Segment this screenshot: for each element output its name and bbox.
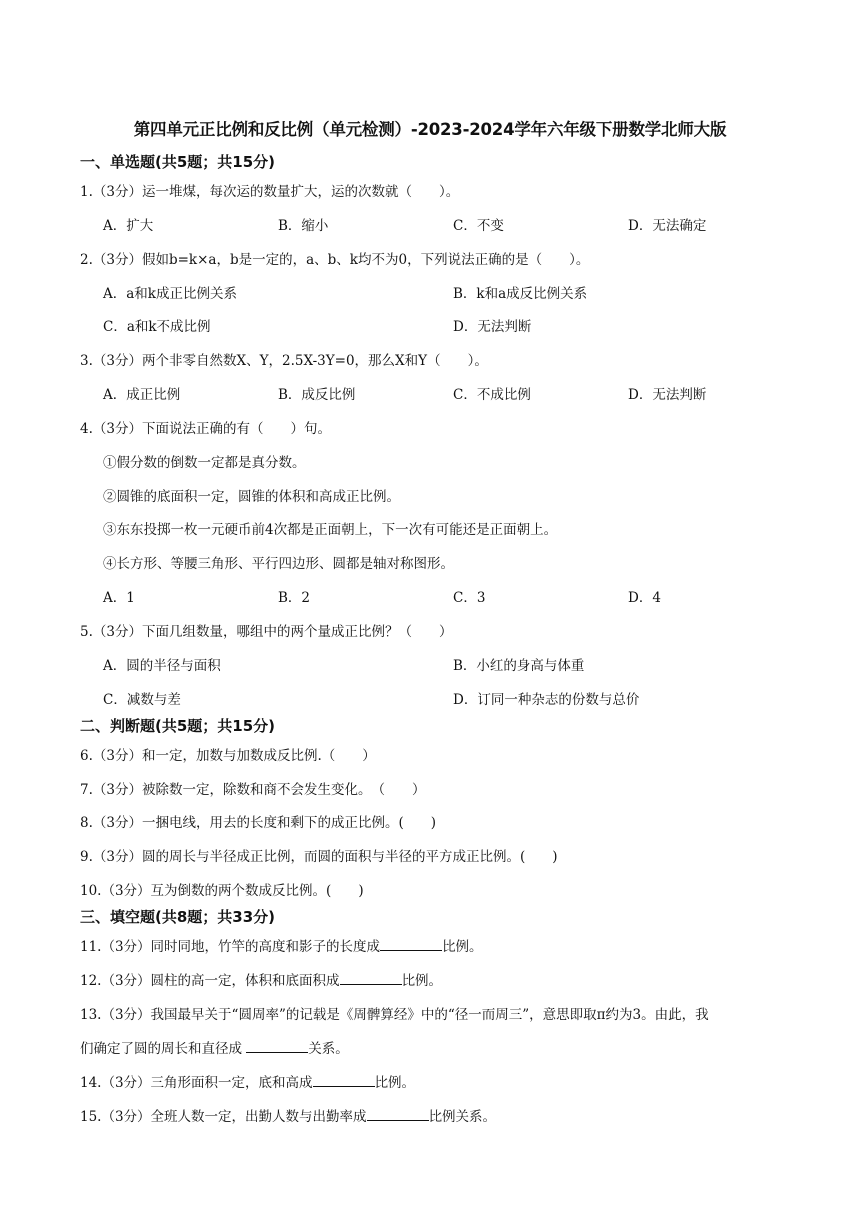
q4-option-c: C．3 xyxy=(453,590,486,606)
q2-option-c: C．a和k不成比例 xyxy=(103,319,211,335)
question-4: 4.（3分）下面说法正确的有（ ）句。 xyxy=(80,421,331,437)
section-single-choice: 一、单选题(共5题；共15分) xyxy=(80,153,276,171)
q5-option-d: D．订同一种杂志的份数与总价 xyxy=(453,692,640,708)
question-13-line-1: 13.（3分）我国最早关于“圆周率”的记载是《周髀算经》中的“径一而周三”，意思即取π约为3。由此，我 xyxy=(80,1007,709,1023)
q14-text-end: 比例。 xyxy=(374,1075,416,1091)
q1-option-a: A．扩大 xyxy=(103,218,154,234)
question-2: 2.（3分）假如b=k×a，b是一定的，a、b、k均不为0，下列说法正确的是（ ）。 xyxy=(80,252,590,268)
section-true-false: 二、判断题(共5题；共15分) xyxy=(80,717,276,735)
q11-answer-blank[interactable] xyxy=(380,938,442,951)
q3-option-b: B．成反比例 xyxy=(278,387,356,403)
q15-answer-blank[interactable] xyxy=(367,1108,429,1121)
q3-option-c: C．不成比例 xyxy=(453,387,531,403)
q5-option-a: A．圆的半径与面积 xyxy=(103,658,221,674)
question-6: 6.（3分）和一定，加数与加数成反比例.（ ） xyxy=(80,748,376,764)
q4-statement-4: ④长方形、等腰三角形、平行四边形、圆都是轴对称图形。 xyxy=(103,556,454,572)
q3-option-d: D．无法判断 xyxy=(628,387,707,403)
q11-text-end: 比例。 xyxy=(442,939,483,955)
q13-text: 们确定了圆的周长和直径成 xyxy=(80,1041,247,1057)
q4-option-d: D．4 xyxy=(628,590,661,606)
question-15 xyxy=(80,1105,496,1125)
question-9: 9.（3分）圆的周长与半径成正比例，而圆的面积与半径的平方成正比例。( ) xyxy=(80,849,558,865)
q5-option-b: B．小红的身高与体重 xyxy=(453,658,585,674)
q15-text: 15.（3分）全班人数一定，出勤人数与出勤率成 xyxy=(80,1109,367,1125)
q11-text: 11.（3分）同时同地，竹竿的高度和影子的长度成 xyxy=(80,939,381,955)
section-fill-blank: 三、填空题(共8题；共33分) xyxy=(80,908,276,926)
q3-option-a: A．成正比例 xyxy=(103,387,181,403)
question-1: 1.（3分）运一堆煤，每次运的数量扩大，运的次数就（ ）。 xyxy=(80,184,460,200)
q12-text-end: 比例。 xyxy=(401,973,443,989)
q13-answer-blank[interactable] xyxy=(246,1040,308,1053)
question-14 xyxy=(80,1071,415,1091)
question-10: 10.（3分）互为倒数的两个数成反比例。( ) xyxy=(80,883,364,899)
q5-option-c: C．减数与差 xyxy=(103,692,181,708)
question-13-line-2 xyxy=(80,1037,349,1057)
q4-option-a: A．1 xyxy=(103,590,135,606)
q2-option-a: A．a和k成正比例关系 xyxy=(103,286,237,302)
q4-statement-2: ②圆锥的底面积一定，圆锥的体积和高成正比例。 xyxy=(103,489,400,505)
q12-answer-blank[interactable] xyxy=(340,972,402,985)
q13-text-end: 关系。 xyxy=(308,1041,349,1057)
q1-option-c: C．不变 xyxy=(453,218,504,234)
q4-statement-1: ①假分数的倒数一定都是真分数。 xyxy=(103,455,306,471)
q15-text-end: 比例关系。 xyxy=(428,1109,497,1125)
q4-statement-3: ③东东投掷一枚一元硬币前4次都是正面朝上，下一次有可能还是正面朝上。 xyxy=(103,522,558,538)
q14-text: 14.（3分）三角形面积一定，底和高成 xyxy=(80,1075,313,1091)
question-11 xyxy=(80,935,483,955)
q14-answer-blank[interactable] xyxy=(313,1074,375,1087)
q2-option-d: D．无法判断 xyxy=(453,319,532,335)
question-12 xyxy=(80,969,442,989)
q1-option-d: D．无法确定 xyxy=(628,218,707,234)
q1-option-b: B．缩小 xyxy=(278,218,329,234)
question-8: 8.（3分）一捆电线，用去的长度和剩下的成正比例。( ) xyxy=(80,815,437,831)
question-3: 3.（3分）两个非零自然数X、Y，2.5X-3Y=0，那么X和Y（ ）。 xyxy=(80,353,488,369)
q12-text: 12.（3分）圆柱的高一定，体积和底面积成 xyxy=(80,973,340,989)
q2-option-b: B．k和a成反比例关系 xyxy=(453,286,588,302)
question-5: 5.（3分）下面几组数量，哪组中的两个量成正比例？（ ） xyxy=(80,624,453,640)
question-7: 7.（3分）被除数一定，除数和商不会发生变化。 （ ） xyxy=(80,782,426,798)
q4-option-b: B．2 xyxy=(278,590,311,606)
exam-title: 第四单元正比例和反比例（单元检测）-2023-2024学年六年级下册数学北师大版 xyxy=(133,120,727,139)
